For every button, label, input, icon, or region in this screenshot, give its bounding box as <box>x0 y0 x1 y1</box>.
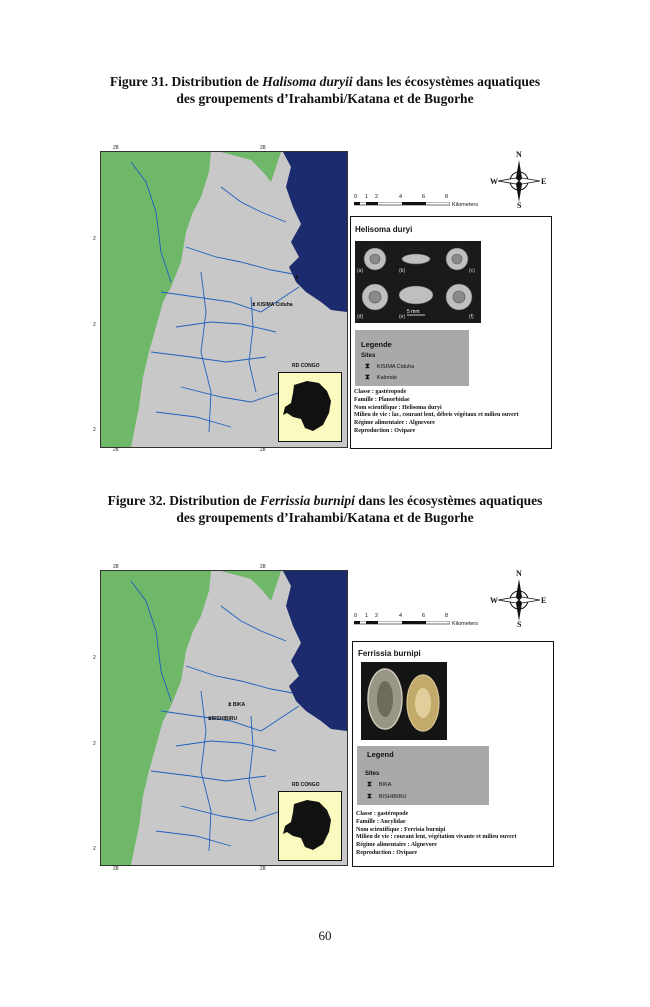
compass-s: S <box>517 620 522 629</box>
info-key: Régime alimentaire : <box>354 420 409 427</box>
species-info <box>356 811 552 858</box>
site-label: BISHIBIRU <box>211 716 238 722</box>
site-label: KISIMA Ciduha <box>256 302 293 308</box>
info-value: courant lent, végétation vivante et milieu ouvert <box>394 834 517 841</box>
caption-line2: des groupements d’Irahambi/Katana et de Bugorhe <box>176 91 474 106</box>
info-value: Ovipare <box>396 849 418 856</box>
info-value: Algnevore <box>408 420 435 427</box>
caption-suffix: dans les écosystèmes aquatiques <box>352 74 541 89</box>
compass-s: S <box>517 201 522 210</box>
species-photo <box>361 662 447 740</box>
info-value: Ancylidae <box>380 818 406 825</box>
compass-n: N <box>516 150 522 159</box>
legend-item <box>367 793 406 801</box>
info-line <box>356 811 552 819</box>
info-value: Helisoma duryi <box>402 404 442 411</box>
legend-item <box>365 363 414 371</box>
species-info <box>354 389 549 436</box>
legend-item <box>367 781 391 789</box>
info-line <box>356 819 552 827</box>
info-line <box>354 420 549 428</box>
info-key: Famille : <box>356 818 380 825</box>
photo-label: (b) <box>399 268 406 274</box>
scale-tick: 4 <box>399 613 403 619</box>
info-line <box>356 842 552 850</box>
photo-label: (f) <box>469 314 474 320</box>
inset-map <box>278 791 342 861</box>
left-tick: 2 <box>93 741 96 747</box>
caption-line2: des groupements d’Irahambi/Katana et de Bugorhe <box>176 510 474 525</box>
scale-tick: 0 <box>354 194 358 200</box>
info-line <box>356 834 552 842</box>
compass-e: E <box>541 177 547 186</box>
caption-species: Ferrissia burnipi <box>259 493 355 508</box>
info-key: Classe : <box>354 389 376 395</box>
info-line <box>354 405 549 413</box>
scale-unit: Kilometers <box>452 202 478 208</box>
info-value: lac, courant lent, débris végétaux et milieu ouvert <box>392 412 519 419</box>
left-tick: 2 <box>93 655 96 661</box>
scale-tick: 6 <box>422 194 426 200</box>
page-number: 60 <box>318 928 332 943</box>
bottom-tick: 28 <box>113 866 119 872</box>
info-key: Nom scientifique : <box>356 826 405 833</box>
info-line <box>356 827 552 835</box>
scale-bar <box>352 194 452 210</box>
info-line <box>356 850 552 858</box>
bottom-tick: 28 <box>113 447 119 453</box>
info-key: Reproduction : <box>356 849 397 856</box>
site-marker-bika: ⧗ BIKA <box>228 702 246 708</box>
scale-tick: 0 <box>354 613 358 619</box>
left-tick: 2 <box>93 427 96 433</box>
info-value: Algnevore <box>410 842 437 849</box>
info-key: Régime alimentaire : <box>356 842 411 849</box>
figure-32-info-panel <box>352 641 554 867</box>
figure-31-caption <box>40 73 610 107</box>
legend-item-label: BISHIBIRU <box>378 794 407 800</box>
scale-tick: 8 <box>445 613 449 619</box>
left-tick: 2 <box>93 322 96 328</box>
panel-species-title: Ferrissia burnipi <box>358 649 421 658</box>
site-symbol-icon: ⧗ <box>365 363 370 370</box>
figure-32-caption <box>40 492 610 526</box>
legend-box <box>357 746 489 805</box>
info-line <box>354 412 549 420</box>
top-tick: 28 <box>113 564 119 570</box>
compass-n: N <box>516 569 522 578</box>
info-value: Ferrisia burnipi <box>404 826 446 833</box>
country-label: RD CONGO <box>292 363 320 369</box>
info-line <box>354 389 549 397</box>
site-marker-kisima: ⧗ KISIMA Ciduha <box>252 302 293 308</box>
top-tick: 28 <box>260 564 266 570</box>
scale-bar <box>352 613 452 629</box>
info-key: Reproduction : <box>354 427 395 434</box>
info-value: Ovipare <box>394 427 416 434</box>
legend-title: Legende <box>361 340 392 349</box>
country-label: RD CONGO <box>292 782 320 788</box>
bottom-tick: 28 <box>260 866 266 872</box>
legend-subtitle: Sites <box>361 353 376 359</box>
photo-label: (a) <box>357 268 364 274</box>
photo-scale: 5 mm <box>407 309 420 315</box>
legend-title: Legend <box>367 750 394 759</box>
site-marker-kalonde: ⧗ <box>295 275 299 281</box>
info-key: Nom scientifique : <box>354 404 403 411</box>
bottom-tick: 28 <box>260 447 266 453</box>
site-marker-bishibiru: ⧗BISHIBIRU <box>208 716 238 722</box>
photo-label: (e) <box>399 314 406 320</box>
scale-tick: 4 <box>399 194 403 200</box>
compass-e: E <box>541 596 547 605</box>
legend-item-label: KISIMA Ciduha <box>376 364 415 370</box>
site-symbol-icon: ⧗ <box>367 781 372 788</box>
info-key: Milieu de vie : <box>354 412 392 419</box>
caption-prefix: Figure 31. Distribution de <box>109 74 263 89</box>
info-key: Milieu de vie : <box>356 834 394 841</box>
scale-tick: 2 <box>375 194 379 200</box>
photo-label: (d) <box>357 314 364 320</box>
figure-31-info-panel <box>350 216 552 449</box>
legend-item-label: Kalonde <box>376 375 398 381</box>
legend-item <box>365 374 397 382</box>
info-key: Famille : <box>354 396 379 403</box>
photo-label: (c) <box>469 268 475 274</box>
left-tick: 2 <box>93 236 96 242</box>
panel-species-title: Helisoma duryi <box>355 225 413 234</box>
compass-w: W <box>490 177 498 186</box>
scale-tick: 2 <box>375 613 379 619</box>
legend-box <box>355 330 469 386</box>
site-symbol-icon: ⧗ <box>365 374 370 381</box>
top-tick: 28 <box>113 145 119 151</box>
caption-species: Halisoma duryii <box>262 74 353 89</box>
info-line <box>354 397 549 405</box>
left-tick: 2 <box>93 846 96 852</box>
site-label: BIKA <box>232 702 246 708</box>
inset-map <box>278 372 342 442</box>
legend-item-label: BIKA <box>378 782 392 788</box>
caption-suffix: dans les écosystèmes aquatiques <box>354 493 543 508</box>
legend-subtitle: Sites <box>365 771 380 777</box>
site-symbol-icon: ⧗ <box>367 793 372 800</box>
scale-tick: 1 <box>365 194 369 200</box>
scale-unit: Kilometers <box>452 621 478 627</box>
compass-w: W <box>490 596 498 605</box>
scale-tick: 6 <box>422 613 426 619</box>
top-tick: 28 <box>260 145 266 151</box>
scale-tick: 8 <box>445 194 449 200</box>
info-value: gastéropode <box>377 811 409 817</box>
info-key: Classe : <box>356 811 378 817</box>
info-line <box>354 428 549 436</box>
info-value: Planorbidae <box>378 396 410 403</box>
info-value: gastéropode <box>375 389 407 395</box>
scale-tick: 1 <box>365 613 369 619</box>
caption-prefix: Figure 32. Distribution de <box>107 493 260 508</box>
